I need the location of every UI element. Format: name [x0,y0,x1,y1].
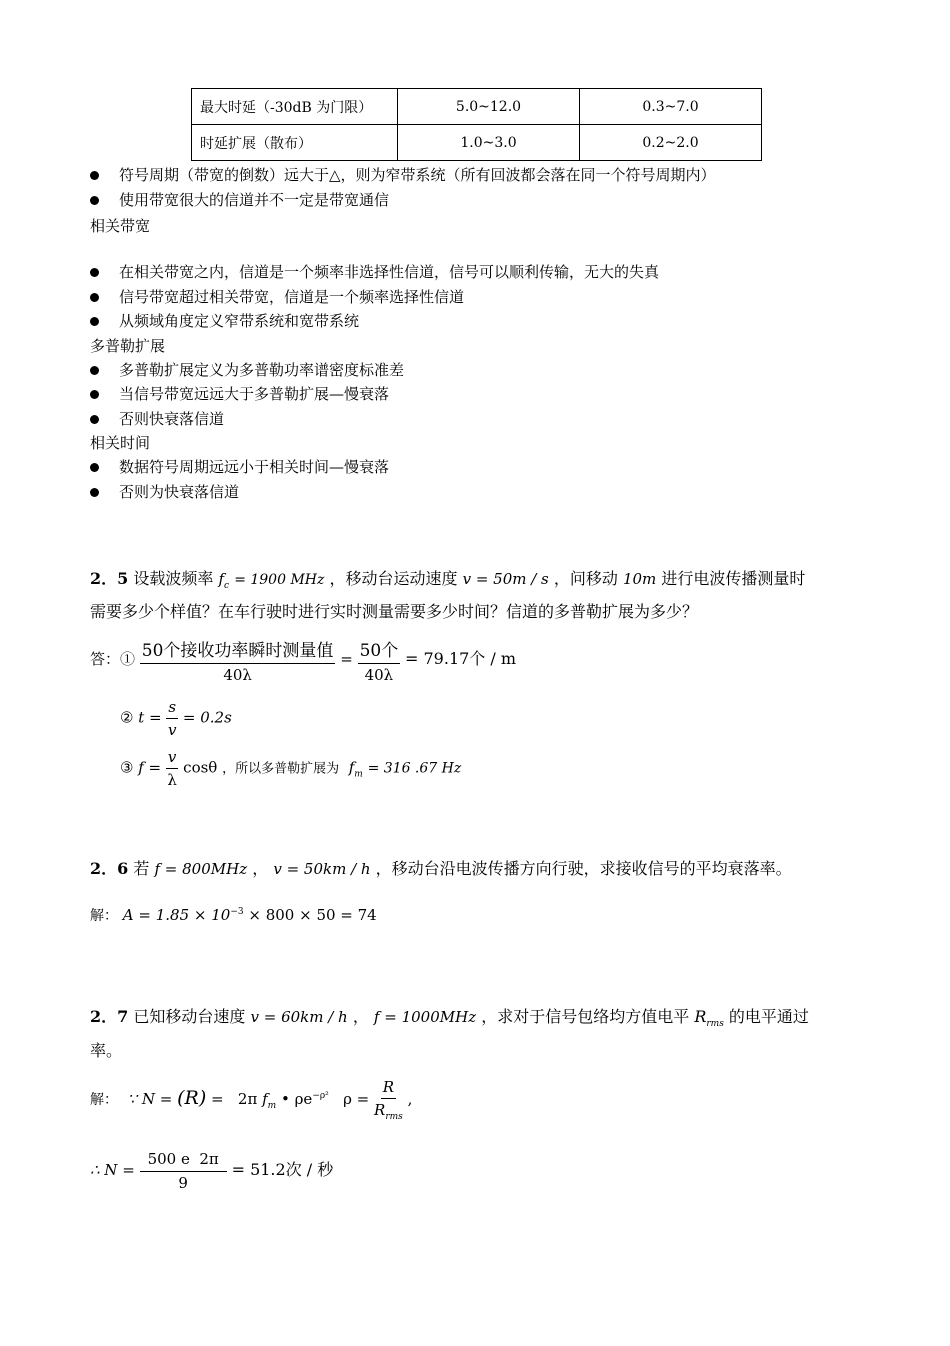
fraction: $\frac{R}{R_{rms}}$ [374,1078,403,1122]
table-row [192,89,762,125]
question-2-7-line2: 率。 [90,1041,123,1060]
fraction: $\frac{500 e 2\pi}{9}$ [140,1150,227,1192]
list-item: 符号周期（带宽的倒数）远大于△，则为窄带系统（所有回波都会落在同一个符号周期内） [90,164,716,185]
question-number: 2．7 [90,1007,129,1026]
list-item: 当信号带宽远远大于多普勒扩展—慢衰落 [90,383,389,404]
bullet-icon [90,415,99,424]
question-2-7: 2．7 已知移动台速度 v = 60km / h ， f = 1000MHz ，求对于信号包络均方值电平 $R_{rms}$ 的电平通过 [90,1007,809,1030]
bullet-icon [90,268,99,277]
list-item: 使用带宽很大的信道并不一定是带宽通信 [90,189,389,210]
question-number: 2．5 [90,569,129,588]
bullet-icon [90,463,99,472]
section-heading: 多普勒扩展 [90,337,166,355]
bullet-icon [90,293,99,302]
table-cell: 时延扩展（散布） [192,125,398,161]
fraction: $\frac{v}{\lambda}$ [167,748,177,789]
question-2-5: 2．5 设载波频率 $f_c = 1900$ MHz ，移动台运动速度 v = 50m / s ，问移动 10m 进行电波传播测量时 [90,569,806,592]
solution-2-7: 解： ∵ N = (R) = 2π $f_m$ • $\rho e^{-\rho^2}$ ρ = $\frac{R}{R_{rms}}$ , [90,1078,413,1122]
answer-2-5-step1: 答：① $\frac{\text{50个接收功率瞬时测量值}}{40\lambda}$ = $\frac{\text{50个}}{40\lambda}$ = 79.17个 / m [90,636,516,684]
bullet-icon [90,317,99,326]
list-item: 否则快衰落信道 [90,408,224,429]
solution-2-7-result: ∴ N = $\frac{500 e 2\pi}{9}$ = 51.2次 / 秒 [90,1150,334,1192]
bullet-icon [90,390,99,399]
list-item: 多普勒扩展定义为多普勒功率谱密度标准差 [90,359,404,380]
question-2-5-line2: 需要多少个样值？在车行驶时进行实时测量需要多少时间？信道的多普勒扩展为多少？ [90,602,699,621]
list-item: 信号带宽超过相关带宽，信道是一个频率选择性信道 [90,286,464,307]
fraction: $\frac{\text{50个接收功率瞬时测量值}}{40\lambda}$ [140,636,336,684]
table-cell: 0.3~7.0 [580,89,762,125]
bullet-icon [90,366,99,375]
table-cell: 0.2~2.0 [580,125,762,161]
table-cell: 最大时延（-30dB 为门限） [192,89,398,125]
answer-2-5-step3: ③ f = $\frac{v}{\lambda}$ cosθ ，所以多普勒扩展为 $f_m = 316$ .67 Hz [120,748,462,789]
fraction: $\frac{\text{50个}}{40\lambda}$ [358,636,401,684]
bullet-icon [90,196,99,205]
delay-table [191,88,762,161]
solution-2-6: 解： $A = 1.85 \times 10^{-3} \times 800 \times 50 = 74$ [90,906,377,924]
answer-2-5-step2: ② t = $\frac{s}{v}$ = 0.2s [120,698,232,739]
list-item: 数据符号周期远远小于相关时间—慢衰落 [90,456,389,477]
table-row [192,125,762,161]
list-item: 在相关带宽之内，信道是一个频率非选择性信道，信号可以顺利传输，无大的失真 [90,261,659,282]
list-item: 否则为快衰落信道 [90,481,239,502]
table-cell: 1.0~3.0 [398,125,580,161]
fraction: $\frac{s}{v}$ [168,698,177,739]
section-heading: 相关时间 [90,434,151,452]
section-heading: 相关带宽 [90,217,151,235]
bullet-icon [90,171,99,180]
table-cell: 5.0~12.0 [398,89,580,125]
list-item: 从频域角度定义窄带系统和宽带系统 [90,310,359,331]
question-2-6: 2．6 若 f = 800MHz ， v = 50km / h ，移动台沿电波传播方向行驶，求接收信号的平均衰落率。 [90,859,792,878]
question-number: 2．6 [90,859,129,878]
bullet-icon [90,488,99,497]
